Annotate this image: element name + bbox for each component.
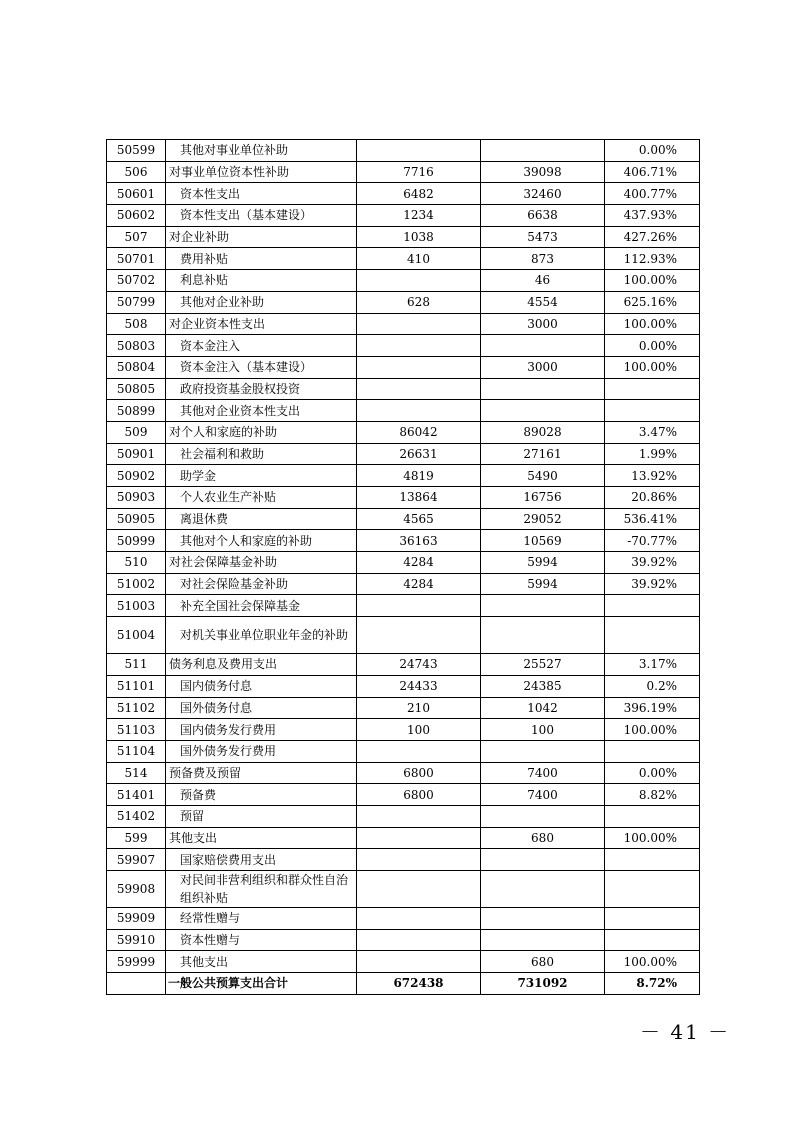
prev-year-amount — [357, 908, 481, 930]
account-name: 资本金注入（基本建设） — [166, 356, 357, 378]
account-code: 50602 — [107, 205, 166, 227]
table-row — [107, 508, 700, 530]
table-row — [107, 530, 700, 552]
account-code: 59999 — [107, 951, 166, 973]
budget-table-body — [107, 140, 700, 995]
growth-rate: 100.00% — [605, 719, 700, 741]
growth-rate: 13.92% — [605, 465, 700, 487]
growth-rate: 0.00% — [605, 335, 700, 357]
account-name: 债务利息及费用支出 — [166, 654, 357, 676]
budget-amount: 7400 — [481, 762, 605, 784]
prev-year-amount — [357, 929, 481, 951]
table-row — [107, 617, 700, 654]
table-row — [107, 443, 700, 465]
prev-year-amount — [357, 313, 481, 335]
account-code: 50903 — [107, 487, 166, 509]
budget-amount: 680 — [481, 827, 605, 849]
table-row — [107, 313, 700, 335]
table-row — [107, 487, 700, 509]
prev-year-amount — [357, 270, 481, 292]
account-code: 50999 — [107, 530, 166, 552]
table-row — [107, 378, 700, 400]
account-code: 51004 — [107, 617, 166, 654]
prev-year-amount: 36163 — [357, 530, 481, 552]
account-name: 资本金注入 — [166, 335, 357, 357]
account-code: 50902 — [107, 465, 166, 487]
table-row — [107, 291, 700, 313]
prev-year-amount — [357, 849, 481, 871]
prev-year-amount — [357, 140, 481, 162]
account-code: 50599 — [107, 140, 166, 162]
growth-rate: 100.00% — [605, 270, 700, 292]
account-name: 对个人和家庭的补助 — [166, 421, 357, 443]
account-name: 对民间非营利组织和群众性自治组织补贴 — [166, 871, 357, 908]
table-row — [107, 740, 700, 762]
account-code: 59908 — [107, 871, 166, 908]
table-row — [107, 762, 700, 784]
account-name: 离退休费 — [166, 508, 357, 530]
budget-amount: 27161 — [481, 443, 605, 465]
budget-amount — [481, 740, 605, 762]
account-code: 510 — [107, 552, 166, 574]
budget-amount: 7400 — [481, 784, 605, 806]
table-row — [107, 827, 700, 849]
account-code: 50899 — [107, 400, 166, 422]
account-code: 59910 — [107, 929, 166, 951]
account-code: 50803 — [107, 335, 166, 357]
table-row — [107, 805, 700, 827]
account-code: 511 — [107, 654, 166, 676]
budget-amount: 89028 — [481, 421, 605, 443]
growth-rate — [605, 929, 700, 951]
growth-rate: 0.00% — [605, 762, 700, 784]
growth-rate: 0.00% — [605, 140, 700, 162]
budget-amount: 39098 — [481, 161, 605, 183]
prev-year-amount — [357, 951, 481, 973]
growth-rate: 406.71% — [605, 161, 700, 183]
table-row — [107, 400, 700, 422]
account-name: 预留 — [166, 805, 357, 827]
table-row — [107, 871, 700, 908]
growth-rate: 427.26% — [605, 226, 700, 248]
account-name: 预备费及预留 — [166, 762, 357, 784]
budget-amount — [481, 140, 605, 162]
table-row — [107, 951, 700, 973]
account-code: 51101 — [107, 675, 166, 697]
budget-expenditure-table — [106, 139, 700, 995]
budget-amount — [481, 378, 605, 400]
budget-amount: 32460 — [481, 183, 605, 205]
budget-amount — [481, 335, 605, 357]
growth-rate — [605, 849, 700, 871]
prev-year-amount: 13864 — [357, 487, 481, 509]
table-row — [107, 908, 700, 930]
growth-rate: 20.86% — [605, 487, 700, 509]
account-name: 其他对企业补助 — [166, 291, 357, 313]
prev-year-amount: 24433 — [357, 675, 481, 697]
total-growth-rate: 8.72% — [605, 973, 700, 995]
prev-year-amount: 24743 — [357, 654, 481, 676]
table-row — [107, 161, 700, 183]
growth-rate — [605, 378, 700, 400]
table-row — [107, 654, 700, 676]
budget-amount — [481, 871, 605, 908]
prev-year-amount: 410 — [357, 248, 481, 270]
budget-amount — [481, 400, 605, 422]
table-row — [107, 849, 700, 871]
growth-rate: 3.17% — [605, 654, 700, 676]
account-name: 补充全国社会保障基金 — [166, 595, 357, 617]
account-name: 国外债务发行费用 — [166, 740, 357, 762]
account-code: 51103 — [107, 719, 166, 741]
table-row — [107, 335, 700, 357]
account-name: 资本性支出（基本建设） — [166, 205, 357, 227]
budget-amount: 16756 — [481, 487, 605, 509]
account-code: 509 — [107, 421, 166, 443]
account-name: 对事业单位资本性补助 — [166, 161, 357, 183]
budget-amount: 10569 — [481, 530, 605, 552]
prev-year-amount: 6482 — [357, 183, 481, 205]
table-row — [107, 421, 700, 443]
table-row — [107, 697, 700, 719]
total-row — [107, 973, 700, 995]
budget-amount: 6638 — [481, 205, 605, 227]
budget-amount: 873 — [481, 248, 605, 270]
account-name: 经常性赠与 — [166, 908, 357, 930]
account-code: 50702 — [107, 270, 166, 292]
table-row — [107, 226, 700, 248]
account-name: 预备费 — [166, 784, 357, 806]
budget-amount: 29052 — [481, 508, 605, 530]
account-name: 其他支出 — [166, 951, 357, 973]
growth-rate: 0.2% — [605, 675, 700, 697]
table-row — [107, 675, 700, 697]
account-code: 50601 — [107, 183, 166, 205]
prev-year-amount — [357, 740, 481, 762]
account-name: 资本性赠与 — [166, 929, 357, 951]
table-row — [107, 595, 700, 617]
account-name: 政府投资基金股权投资 — [166, 378, 357, 400]
table-row — [107, 248, 700, 270]
prev-year-amount: 4565 — [357, 508, 481, 530]
account-code: 50799 — [107, 291, 166, 313]
account-name: 助学金 — [166, 465, 357, 487]
budget-amount: 3000 — [481, 356, 605, 378]
growth-rate: 112.93% — [605, 248, 700, 270]
growth-rate: 100.00% — [605, 951, 700, 973]
growth-rate: 39.92% — [605, 573, 700, 595]
account-code: 51401 — [107, 784, 166, 806]
growth-rate: 39.92% — [605, 552, 700, 574]
table-row — [107, 552, 700, 574]
page-number: － 41 － — [640, 1020, 731, 1044]
budget-amount: 46 — [481, 270, 605, 292]
budget-amount — [481, 929, 605, 951]
growth-rate — [605, 871, 700, 908]
account-code: 506 — [107, 161, 166, 183]
account-name: 国内债务付息 — [166, 675, 357, 697]
prev-year-amount — [357, 871, 481, 908]
growth-rate — [605, 908, 700, 930]
table-row — [107, 356, 700, 378]
account-code: 51104 — [107, 740, 166, 762]
prev-year-amount: 210 — [357, 697, 481, 719]
prev-year-amount: 6800 — [357, 762, 481, 784]
prev-year-amount: 7716 — [357, 161, 481, 183]
prev-year-amount — [357, 827, 481, 849]
growth-rate — [605, 400, 700, 422]
account-code: 50701 — [107, 248, 166, 270]
prev-year-amount: 4284 — [357, 573, 481, 595]
account-code: 599 — [107, 827, 166, 849]
account-code: 507 — [107, 226, 166, 248]
prev-year-amount — [357, 595, 481, 617]
total-prev-amount: 672438 — [357, 973, 481, 995]
budget-amount: 24385 — [481, 675, 605, 697]
prev-year-amount — [357, 356, 481, 378]
growth-rate: 400.77% — [605, 183, 700, 205]
account-name: 对企业补助 — [166, 226, 357, 248]
growth-rate: 100.00% — [605, 827, 700, 849]
account-name: 国家赔偿费用支出 — [166, 849, 357, 871]
prev-year-amount: 26631 — [357, 443, 481, 465]
budget-amount: 100 — [481, 719, 605, 741]
table-row — [107, 270, 700, 292]
growth-rate: 100.00% — [605, 356, 700, 378]
account-name: 费用补贴 — [166, 248, 357, 270]
prev-year-amount: 4284 — [357, 552, 481, 574]
account-code: 51002 — [107, 573, 166, 595]
account-name: 国外债务付息 — [166, 697, 357, 719]
total-label: 一般公共预算支出合计 — [166, 973, 357, 995]
prev-year-amount — [357, 378, 481, 400]
budget-amount: 3000 — [481, 313, 605, 335]
prev-year-amount: 4819 — [357, 465, 481, 487]
prev-year-amount — [357, 617, 481, 654]
total-budget-amount: 731092 — [481, 973, 605, 995]
budget-amount: 680 — [481, 951, 605, 973]
budget-amount: 5994 — [481, 573, 605, 595]
account-code: 51003 — [107, 595, 166, 617]
account-name: 其他对事业单位补助 — [166, 140, 357, 162]
account-code: 514 — [107, 762, 166, 784]
growth-rate — [605, 740, 700, 762]
budget-amount: 5473 — [481, 226, 605, 248]
total-code — [107, 973, 166, 995]
account-name: 个人农业生产补贴 — [166, 487, 357, 509]
table-row — [107, 183, 700, 205]
prev-year-amount: 6800 — [357, 784, 481, 806]
account-code: 50804 — [107, 356, 166, 378]
account-code: 50905 — [107, 508, 166, 530]
prev-year-amount — [357, 805, 481, 827]
budget-amount: 5994 — [481, 552, 605, 574]
table-row — [107, 719, 700, 741]
account-name: 对企业资本性支出 — [166, 313, 357, 335]
budget-amount — [481, 849, 605, 871]
growth-rate: 437.93% — [605, 205, 700, 227]
account-name: 对机关事业单位职业年金的补助 — [166, 617, 357, 654]
account-code: 59909 — [107, 908, 166, 930]
budget-amount — [481, 595, 605, 617]
account-name: 资本性支出 — [166, 183, 357, 205]
account-code: 50901 — [107, 443, 166, 465]
prev-year-amount — [357, 400, 481, 422]
account-name: 利息补贴 — [166, 270, 357, 292]
table-row — [107, 573, 700, 595]
budget-amount — [481, 805, 605, 827]
growth-rate: 536.41% — [605, 508, 700, 530]
growth-rate: 8.82% — [605, 784, 700, 806]
account-code: 508 — [107, 313, 166, 335]
account-name: 国内债务发行费用 — [166, 719, 357, 741]
prev-year-amount: 1038 — [357, 226, 481, 248]
account-name: 对社会保险基金补助 — [166, 573, 357, 595]
account-name: 对社会保障基金补助 — [166, 552, 357, 574]
account-code: 51102 — [107, 697, 166, 719]
prev-year-amount: 1234 — [357, 205, 481, 227]
account-code: 50805 — [107, 378, 166, 400]
account-name: 其他对个人和家庭的补助 — [166, 530, 357, 552]
prev-year-amount — [357, 335, 481, 357]
growth-rate: 396.19% — [605, 697, 700, 719]
growth-rate: 625.16% — [605, 291, 700, 313]
table-row — [107, 784, 700, 806]
budget-amount — [481, 908, 605, 930]
growth-rate — [605, 595, 700, 617]
table-row — [107, 465, 700, 487]
budget-amount: 25527 — [481, 654, 605, 676]
prev-year-amount: 86042 — [357, 421, 481, 443]
table-row — [107, 140, 700, 162]
account-name: 社会福利和救助 — [166, 443, 357, 465]
account-name: 其他对企业资本性支出 — [166, 400, 357, 422]
growth-rate: -70.77% — [605, 530, 700, 552]
table-row — [107, 205, 700, 227]
growth-rate: 3.47% — [605, 421, 700, 443]
account-code: 59907 — [107, 849, 166, 871]
budget-amount — [481, 617, 605, 654]
account-code: 51402 — [107, 805, 166, 827]
table-row — [107, 929, 700, 951]
account-name: 其他支出 — [166, 827, 357, 849]
growth-rate: 1.99% — [605, 443, 700, 465]
budget-amount: 5490 — [481, 465, 605, 487]
budget-amount: 1042 — [481, 697, 605, 719]
growth-rate — [605, 805, 700, 827]
budget-amount: 4554 — [481, 291, 605, 313]
prev-year-amount: 628 — [357, 291, 481, 313]
growth-rate — [605, 617, 700, 654]
prev-year-amount: 100 — [357, 719, 481, 741]
growth-rate: 100.00% — [605, 313, 700, 335]
